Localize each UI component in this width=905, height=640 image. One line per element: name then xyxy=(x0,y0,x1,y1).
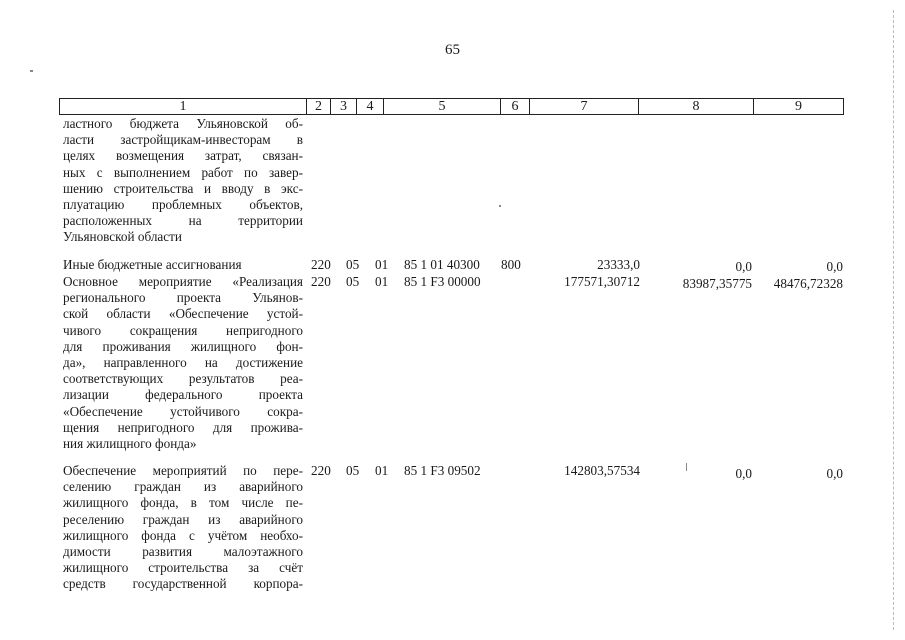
description-line: чивого сокращения непригодного xyxy=(63,322,303,338)
description-line: расположенных на территории xyxy=(63,213,303,229)
description-line: «Обеспечение устойчивого сокра- xyxy=(63,403,303,419)
cell-col-5: 85 1 F3 00000 xyxy=(404,274,481,289)
description-line: жилищного строительства за счёт xyxy=(63,560,303,576)
table-row-description xyxy=(63,116,303,246)
page-number: 65 xyxy=(445,42,460,58)
cell-col-9: 0,0 xyxy=(826,259,843,274)
header-col-7: 7 xyxy=(530,99,639,114)
cell-col-3: 05 xyxy=(346,463,360,478)
cell-col-8: 0,0 xyxy=(735,259,752,274)
header-col-4: 4 xyxy=(357,99,384,114)
description-line: щения непригодного для прожива- xyxy=(63,419,303,435)
cell-col-2: 220 xyxy=(311,463,331,478)
header-col-2: 2 xyxy=(307,99,331,114)
header-col-1: 1 xyxy=(60,99,307,114)
cell-col-3: 05 xyxy=(346,257,360,272)
scan-speck xyxy=(686,463,687,471)
cell-col-4: 01 xyxy=(375,274,389,289)
description-line: да», направленного на достижение xyxy=(63,355,303,371)
cell-col-7: 177571,30712 xyxy=(564,274,640,289)
header-col-3: 3 xyxy=(331,99,357,114)
description-line: ласти застройщикам-инвесторам в xyxy=(63,132,303,148)
cell-col-3: 05 xyxy=(346,274,360,289)
cell-col-5: 85 1 01 40300 xyxy=(404,257,480,272)
description-line: Основное мероприятие «Реализация xyxy=(63,274,303,289)
description-line: Обеспечение мероприятий по пере- xyxy=(63,463,303,478)
description-line: ных с выполнением работ по завер- xyxy=(63,164,303,180)
description-line: для проживания жилищного фон- xyxy=(63,338,303,354)
scan-speck xyxy=(499,205,501,207)
description-line: ской области «Обеспечение устой- xyxy=(63,306,303,322)
cell-col-5: 85 1 F3 09502 xyxy=(404,463,481,478)
description-line: жилищного фонда, в том числе пе- xyxy=(63,495,303,511)
description-line: жилищного фонда с учётом необхо- xyxy=(63,527,303,543)
table-header-row xyxy=(59,98,844,115)
description-line: лизации федерального проекта xyxy=(63,387,303,403)
description-line: средств государственной корпора- xyxy=(63,576,303,592)
description-line: соответствующих результатов реа- xyxy=(63,371,303,387)
cell-col-8: 83987,35775 xyxy=(682,276,752,291)
description-line: регионального проекта Ульянов- xyxy=(63,290,303,306)
scan-speck xyxy=(30,70,33,72)
cell-col-2: 220 xyxy=(311,257,331,272)
description-line: шению строительства и вводу в экс- xyxy=(63,180,303,196)
cell-col-2: 220 xyxy=(311,274,331,289)
table-row-description xyxy=(63,257,303,273)
cell-col-7: 142803,57534 xyxy=(564,463,640,478)
cell-col-6: 800 xyxy=(501,257,521,272)
description-line: ластного бюджета Ульяновской об- xyxy=(63,116,303,131)
header-col-6: 6 xyxy=(501,99,530,114)
description-line: селению граждан из аварийного xyxy=(63,479,303,495)
cell-col-4: 01 xyxy=(375,463,389,478)
cell-col-7: 23333,0 xyxy=(597,257,640,272)
header-col-8: 8 xyxy=(639,99,754,114)
header-col-9: 9 xyxy=(795,99,802,114)
description-line: ния жилищного фонда» xyxy=(63,436,197,452)
header-col-5: 5 xyxy=(384,99,501,114)
description-line: плуатацию проблемных объектов, xyxy=(63,197,303,213)
table-row-description xyxy=(63,463,303,593)
cell-col-4: 01 xyxy=(375,257,389,272)
description-line: димости развития малоэтажного xyxy=(63,544,303,560)
description-line: Иные бюджетные ассигнования xyxy=(63,257,242,272)
cell-col-8: 0,0 xyxy=(735,466,752,481)
table-row-description xyxy=(63,274,303,452)
cell-col-9: 48476,72328 xyxy=(773,276,843,291)
cell-col-9: 0,0 xyxy=(826,466,843,481)
description-line: Ульяновской области xyxy=(63,229,182,245)
description-line: целях возмещения затрат, связан- xyxy=(63,148,303,164)
scan-edge-line xyxy=(893,10,894,630)
description-line: реселению граждан из аварийного xyxy=(63,511,303,527)
